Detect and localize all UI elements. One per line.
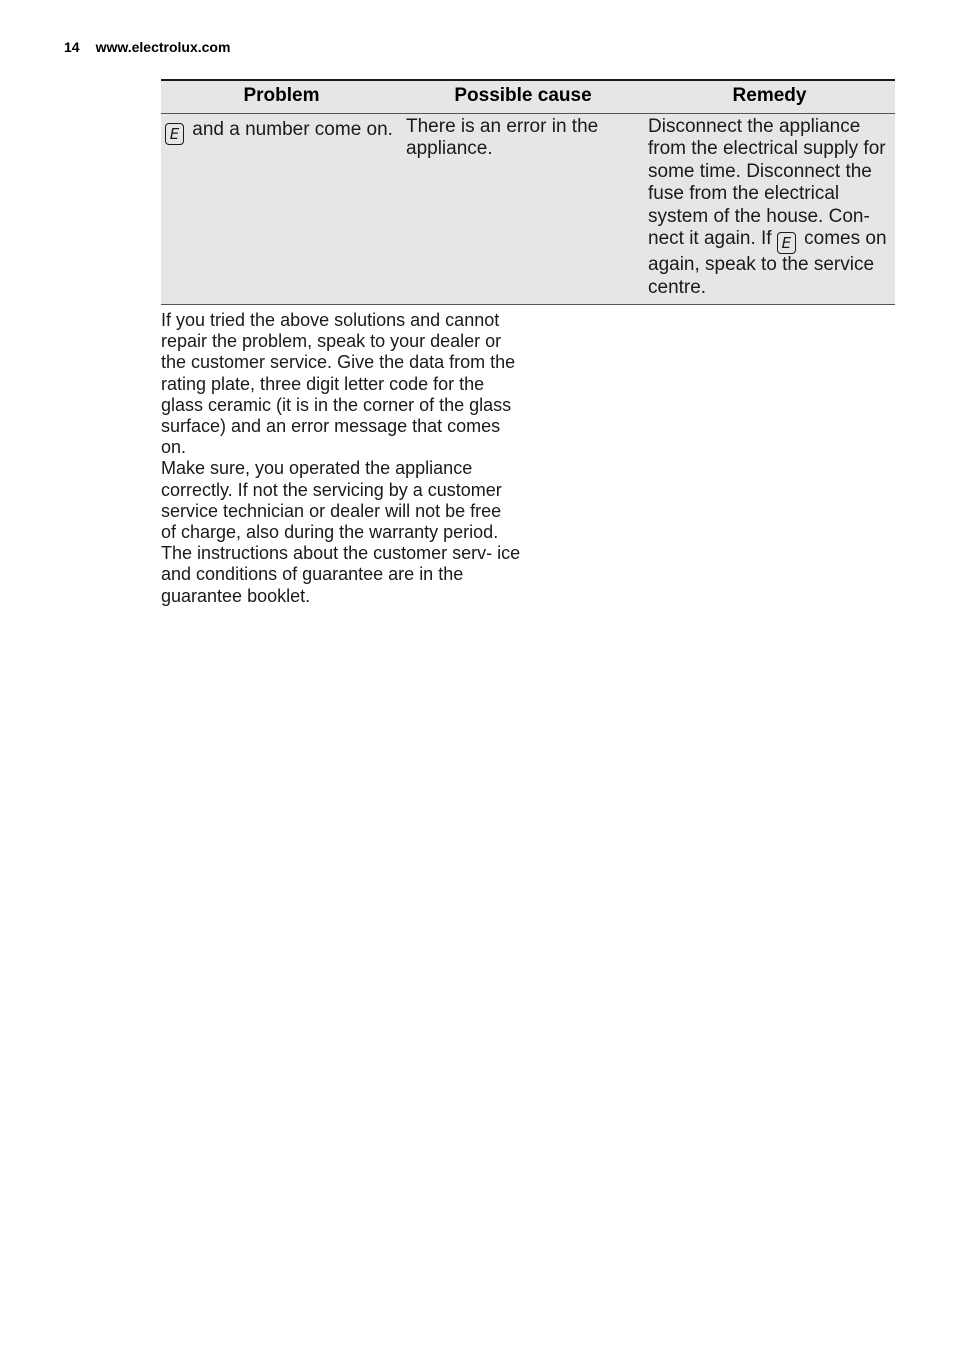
page-number: 14 bbox=[64, 39, 80, 55]
column-header-possible-cause: Possible cause bbox=[454, 85, 592, 106]
column-header-remedy: Remedy bbox=[732, 85, 807, 106]
remedy-cell bbox=[644, 113, 895, 305]
error-e-display-icon: E bbox=[777, 232, 796, 254]
problem-cell bbox=[161, 113, 402, 305]
remedy-text-end: comes on again, speak to the service centre. bbox=[648, 228, 887, 298]
problem-text: and a number come on. bbox=[192, 118, 393, 140]
troubleshooting-table bbox=[161, 79, 895, 305]
page-header bbox=[64, 39, 230, 55]
table-row bbox=[161, 113, 895, 305]
cause-cell: There is an error in the appliance. bbox=[406, 115, 599, 159]
table-header-row bbox=[161, 80, 895, 113]
error-e-display-icon: E bbox=[165, 123, 184, 145]
remedy-text-start: Disconnect the appliance from the electrical supply for some time. Disconnect the fuse from the electrical system of the house. Con- nect it again. If bbox=[648, 115, 886, 249]
paragraph-service-contact: If you tried the above solutions and cannot repair the problem, speak to your dealer or the customer service. Give the data from the rating plate, three digit letter code for the glass ceramic (it is in the corner of the glass surface) and an error message that comes on. bbox=[161, 310, 516, 458]
paragraph-warranty: Make sure, you operated the appliance correctly. If not the servicing by a customer service technician or dealer will not be free of charge, also during the warranty period. The instructions about the customer serv- ice and conditions of guarantee are in the guarantee booklet. bbox=[161, 458, 521, 606]
service-instructions bbox=[161, 310, 521, 607]
column-header-problem: Problem bbox=[243, 85, 320, 106]
website-url: www.electrolux.com bbox=[95, 39, 231, 55]
